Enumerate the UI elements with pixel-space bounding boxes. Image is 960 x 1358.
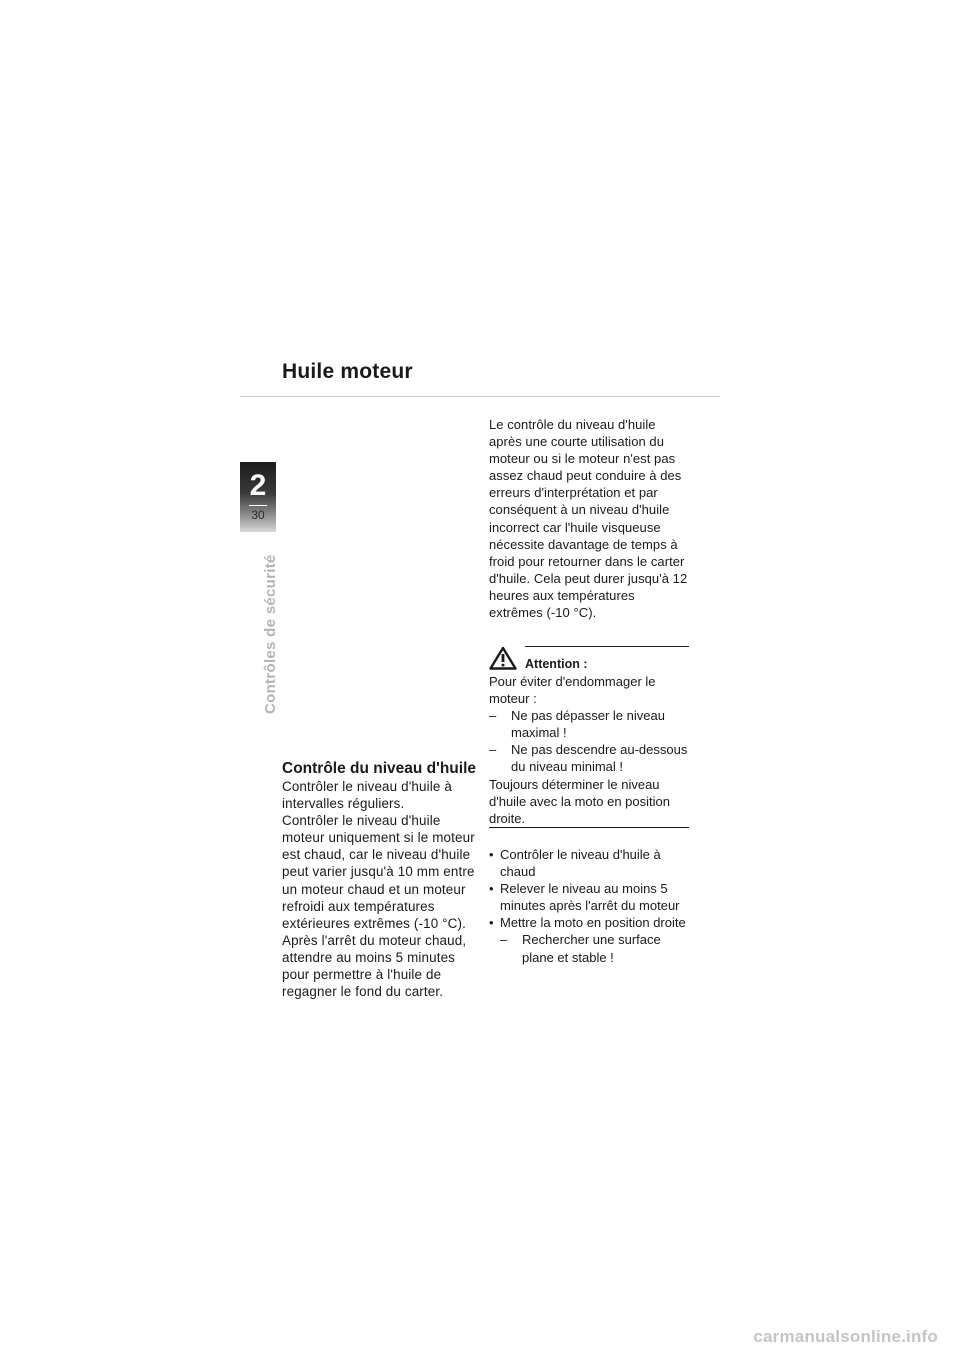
left-column [282, 760, 478, 1000]
warning-item-max: – Ne pas dépasser le niveau maximal ! [489, 707, 689, 741]
chapter-number: 2 [249, 469, 267, 502]
step-item-upright [489, 914, 689, 965]
paragraph-wait-time: Après l'arrêt du moteur chaud, attendre au moins 5 minutes pour permettre à l'huile de regagner le fond du carter. [282, 932, 467, 1000]
step-item-text: Relever le niveau au moins 5 minutes après l'arrêt du moteur [500, 881, 680, 914]
warning-bottom-divider [489, 827, 689, 828]
section-heading: Contrôle du niveau d'huile [282, 760, 476, 777]
page-number: 30 [251, 508, 265, 522]
steps-list [489, 846, 689, 966]
step-item-wait [489, 880, 689, 914]
warning-list [489, 707, 689, 775]
section-side-label: Contrôles de sécurité [262, 554, 279, 714]
paragraph-interval-check: Contrôler le niveau d'huile à intervalles réguliers. [282, 779, 452, 812]
step-sub-list [500, 931, 689, 965]
paragraph-warm-engine: Contrôler le niveau d'huile moteur uniquement si le moteur est chaud, car le niveau d'huile peut varier jusqu'à 10 mm entre un moteur chaud et un moteur refroidi aux températures extérieures extrêmes (-10 °C). [282, 813, 475, 931]
chapter-tab-divider [249, 505, 267, 506]
warning-title: Attention : [525, 657, 588, 671]
step-item-text: Mettre la moto en position droite [500, 915, 686, 931]
title-divider [240, 396, 720, 397]
warning-item-min: – Ne pas descendre au-dessous du niveau minimal ! [489, 741, 689, 775]
paragraph-short-use: Le contrôle du niveau d'huile après une courte utilisation du moteur ou si le moteur n'est pas assez chaud peut conduire à des erreurs d'interprétation et par conséquent à un niveau d'huile incorrect car l'huile visqueuse nécessite davantage de temps à froid pour retourner dans le carter d'huile. Cela peut durer jusqu'à 12 heures aux températures extrêmes (-10 °C). [489, 417, 688, 621]
warning-closing: Toujours déterminer le niveau d'huile avec la moto en position droite. [489, 776, 670, 826]
step-sub-item-surface: – Rechercher une surface plane et stable ! [500, 931, 689, 965]
warning-top-divider [525, 646, 689, 647]
warning-lead: Pour éviter d'endommager le moteur : [489, 674, 656, 707]
page-title: Huile moteur [282, 360, 413, 383]
step-item-text: Contrôler le niveau d'huile à chaud [500, 847, 661, 880]
step-item-warm [489, 846, 689, 880]
site-watermark: carmanualsonline.info [753, 1327, 938, 1346]
right-column [489, 416, 689, 621]
warning-triangle-icon [489, 646, 517, 670]
chapter-tab [240, 462, 276, 532]
warning-body [489, 673, 689, 827]
